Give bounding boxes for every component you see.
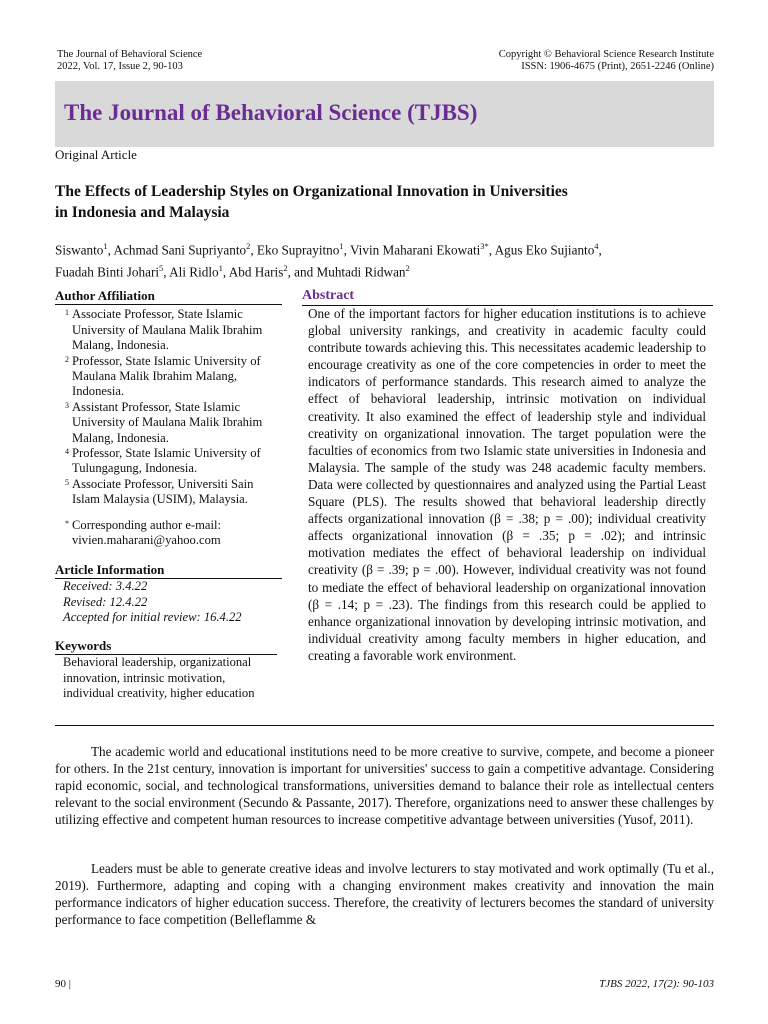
corresponding-label: Corresponding author e-mail: [72,517,221,532]
affiliation-list [55,307,282,507]
author-name: Ali Ridlo [169,264,219,280]
affiliation-text: Assistant Professor, State Islamic University of Maulana Malik Ibrahim Malang, Indonesia. [72,399,263,445]
keywords-section [55,638,277,702]
author-affiliation-marker: 2 [405,263,410,274]
author-affiliation-marker: 1 [218,263,223,274]
abstract-heading: Abstract [302,288,355,303]
author-affiliation-section [55,288,282,549]
author-name: Siswanto [55,242,104,258]
keywords-text: Behavioral leadership, organizational innovation, intrinsic motivation, individual creativity, higher education [63,655,255,701]
affiliation-text: Associate Professor, Universiti Sain Islam Malaysia (USIM), Malaysia. [72,476,254,507]
affiliation-marker: 1 [65,308,69,318]
affiliation-heading: Author Affiliation [55,288,282,305]
author-affiliation-marker: 1 [103,241,108,251]
affiliation-item [55,354,282,400]
author-name: Eko Suprayitno [256,242,340,258]
footer-citation: TJBS 2022, 17(2): 90-103 [599,978,714,990]
affiliation-item [55,307,282,353]
author-list [55,237,715,282]
author-name: Muhtadi Ridwan [316,264,406,280]
received-date: Received: 3.4.22 [63,579,148,594]
affiliation-marker: 4 [65,447,69,457]
corresponding-email[interactable]: vivien.maharani@yahoo.com [72,533,221,548]
author-name: Abd Haris [228,264,284,280]
issn-line: ISSN: 1906-4675 (Print), 2651-2246 (Online) [521,61,714,72]
body-paragraph-2: Leaders must be able to generate creative ideas and involve lecturers to stay motivated and work optimally (Tu et al., 2019). Furthermore, adapting and coping with a changing environment makes creativity and innovation the main performance indicators of higher education success. Therefore, the creativity of lecturers becomes the standard of university performance to face competition (Belleflamme & [55,861,714,928]
article-title-line-1: The Effects of Leadership Styles on Organizational Innovation in Universities [55,183,568,200]
accepted-date: Accepted for initial review: 16.4.22 [63,610,242,625]
affiliation-text: Associate Professor, State Islamic University of Maulana Malik Ibrahim Malang, Indonesia. [72,307,263,353]
author-separator: , [488,242,495,258]
issue-info: 2022, Vol. 17, Issue 2, 90-103 [57,61,183,72]
author-affiliation-marker: 2 [246,241,251,251]
affiliation-marker: 3 [65,400,69,410]
journal-name: The Journal of Behavioral Science [57,49,203,60]
author-separator: , [343,242,350,258]
affiliation-marker: 2 [65,354,69,364]
author-name: Agus Eko Sujianto [494,242,595,258]
author-affiliation-marker: 1 [339,241,344,251]
revised-date: Revised: 12.4.22 [63,594,148,609]
section-divider [55,725,714,726]
author-name: Vivin Maharani Ekowati [349,242,481,258]
body-paragraph-1: The academic world and educational institutions need to be more creative to survive, compete, and become a pioneer for others. In the 21st century, innovation is important for universities' success to gain a competitive advantage. Considering rapid economic, social, and technological transformations, universities demand to balance their role as intellectual centers relevant to the social environment (Secundo & Passante, 2017). Therefore, organizations need to answer these challenges by utilizing effective and competent human resources to increase competitive advantage between universities (Yusof, 2011). [55,744,714,828]
author-affiliation-marker: 3* [480,241,489,251]
affiliation-text: Professor, State Islamic University of Maulana Malik Ibrahim Malang, Indonesia. [72,353,261,399]
article-type: Original Article [55,147,137,162]
author-separator: , [107,242,114,258]
author-affiliation-marker: 2 [283,263,288,274]
affiliation-item [55,400,282,446]
journal-header-right [499,49,714,73]
article-title [55,181,715,223]
journal-banner [55,81,714,147]
author-separator: , [598,242,602,258]
article-info-heading: Article Information [55,562,282,579]
author-separator: , [163,264,170,280]
corresponding-author: * Corresponding author e-mail: vivien.maharani@yahoo.com [55,518,282,549]
author-name: Achmad Sani Supriyanto [113,242,247,258]
author-name: Fuadah Binti Johari [55,264,160,280]
article-title-line-2: in Indonesia and Malaysia [55,204,230,221]
author-separator: , [222,264,229,280]
journal-header-left [57,49,202,73]
journal-banner-title: The Journal of Behavioral Science (TJBS) [64,100,478,125]
author-affiliation-marker: 5 [159,263,164,274]
author-affiliation-marker: 4 [594,241,599,251]
affiliation-item [55,477,282,508]
affiliation-item [55,446,282,477]
affiliation-marker: 5 [65,477,69,487]
page-number: 90 | [55,978,71,990]
affiliation-text: Professor, State Islamic University of Tulungagung, Indonesia. [72,446,261,476]
abstract-text: One of the important factors for higher education institutions is to achieve global university rankings, and creativity in academic faculty could contribute towards achieving this. This necessitates academic leadership to encourage creativity as one of the core competencies in order to meet the indicators of performance standards. This research aimed to analyze the effect of behavioral leadership, intrinsic motivation on individual creativity. It also examined the effect of leadership style and individual creativity on organizational innovation. The target population were the faculties of economics from two Islamic state universities in Indonesia and Malaysia. The sample of the study was 248 academic faculty members. Data were collected by questionnaires and analyzed using the Partial Least Square (PLS). The results showed that behavioral leadership directly affects organizational innovation (β = .38; p = .00); individual creativity affects organizational innovation (β = .35; p = .02); and intrinsic motivation mediates the effect of behavioral leadership on individual creativity (β = .39; p = .00). However, individual creativity was not found to mediate the effect of behavioral leadership on organizational innovation (β = .14; p = .23). The findings from this research could be applied to enhance organizational innovation by developing intrinsic motivation, and individual creativity among faculty members in higher education, and creating a favorable work environment. [308,306,706,663]
author-separator: , [250,242,257,258]
author-separator: , and [287,264,317,280]
keywords-heading: Keywords [55,638,277,655]
copyright-line: Copyright © Behavioral Science Research Institute [498,49,714,60]
article-information-section [55,562,282,626]
